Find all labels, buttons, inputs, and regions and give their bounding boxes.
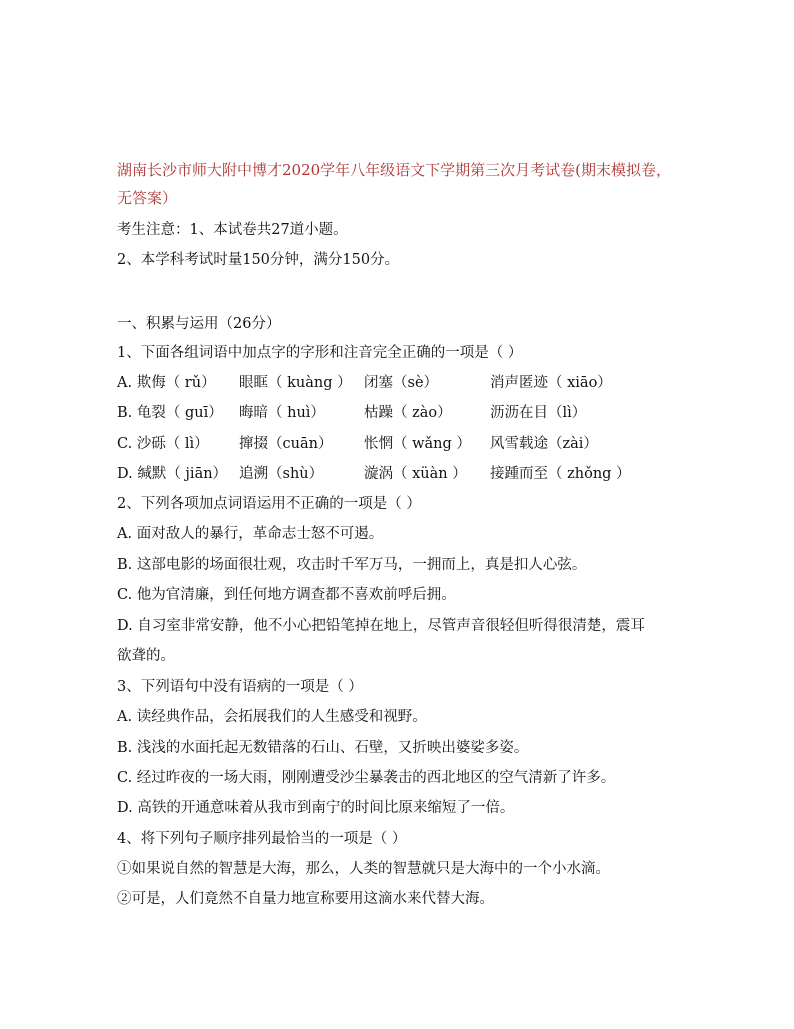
option-cell: 撺掇（cuān） xyxy=(239,436,333,452)
question-1-stem: 1、下面各组词语中加点字的字形和注音完全正确的一项是（ ） xyxy=(117,345,523,361)
option-cell: 沥沥在目（lì） xyxy=(490,405,587,421)
question-4-stem: 4、将下列句子顺序排列最恰当的一项是（ ） xyxy=(117,831,407,847)
question-2-stem: 2、下列各项加点词语运用不正确的一项是（ ） xyxy=(117,496,421,512)
question-2-option-d: D. 自习室非常安静，他不小心把铅笔掉在地上，尽管声音很轻但听得很清楚，震耳 xyxy=(117,618,645,634)
question-2-option-a: A. 面对敌人的暴行，革命志士怒不可遏。 xyxy=(117,526,384,542)
question-3-option-d: D. 高铁的开通意味着从我市到南宁的时间比原来缩短了一倍。 xyxy=(117,800,515,816)
option-cell: B. 龟裂（ guī） xyxy=(117,405,223,421)
question-4-sentence-2: ②可是，人们竟然不自量力地宣称要用这滴水来代替大海。 xyxy=(117,891,494,907)
option-cell: A. 欺侮（ rǔ） xyxy=(117,375,216,391)
notice-line-1: 考生注意：1、本试卷共27道小题。 xyxy=(117,222,348,238)
option-cell: 消声匿迹（ xiāo） xyxy=(490,375,612,391)
section-heading: 一、积累与运用（26分） xyxy=(117,316,281,332)
question-3-option-a: A. 读经典作品，会拓展我们的人生感受和视野。 xyxy=(117,709,427,725)
option-cell: 追溯（shù） xyxy=(239,466,324,482)
question-3-option-b: B. 浅浅的水面托起无数错落的石山、石壁，又折映出婆娑多姿。 xyxy=(117,740,529,756)
option-cell: D. 缄默（ jiān） xyxy=(117,466,228,482)
question-2-option-b: B. 这部电影的场面很壮观，攻击时千军万马，一拥而上，真是扣人心弦。 xyxy=(117,557,587,573)
question-2-option-d-continued: 欲聋的。 xyxy=(117,648,175,664)
option-cell: 枯躁（ zào） xyxy=(364,405,452,421)
option-cell: C. 沙砾（ lì） xyxy=(117,436,209,452)
option-cell: 闭塞（sè） xyxy=(364,375,439,391)
exam-title-line-2: 无答案） xyxy=(117,189,178,207)
option-cell: 眼眶（ kuàng ） xyxy=(239,375,352,391)
option-cell: 风雪载途（zài） xyxy=(490,436,598,452)
option-cell: 漩涡（ xüàn ） xyxy=(364,466,467,482)
question-3-option-c: C. 经过昨夜的一场大雨，刚刚遭受沙尘暴袭击的西北地区的空气清新了许多。 xyxy=(117,770,616,786)
option-cell: 怅惘（ wǎng ） xyxy=(364,436,471,452)
exam-title-line-1: 湖南长沙市师大附中博才2020学年八年级语文下学期第三次月考试卷(期末模拟卷， xyxy=(117,161,672,179)
option-cell: 接踵而至（ zhǒng ） xyxy=(490,466,631,482)
question-4-sentence-1: ①如果说自然的智慧是大海，那么，人类的智慧就只是大海中的一个小水滴。 xyxy=(117,861,610,877)
question-3-stem: 3、下列语句中没有语病的一项是（ ） xyxy=(117,679,363,695)
notice-line-2: 2、本学科考试时量150分钟，满分150分。 xyxy=(117,252,400,268)
option-cell: 晦暗（ huì） xyxy=(239,405,325,421)
question-2-option-c: C. 他为官清廉，到任何地方调查都不喜欢前呼后拥。 xyxy=(117,587,456,603)
